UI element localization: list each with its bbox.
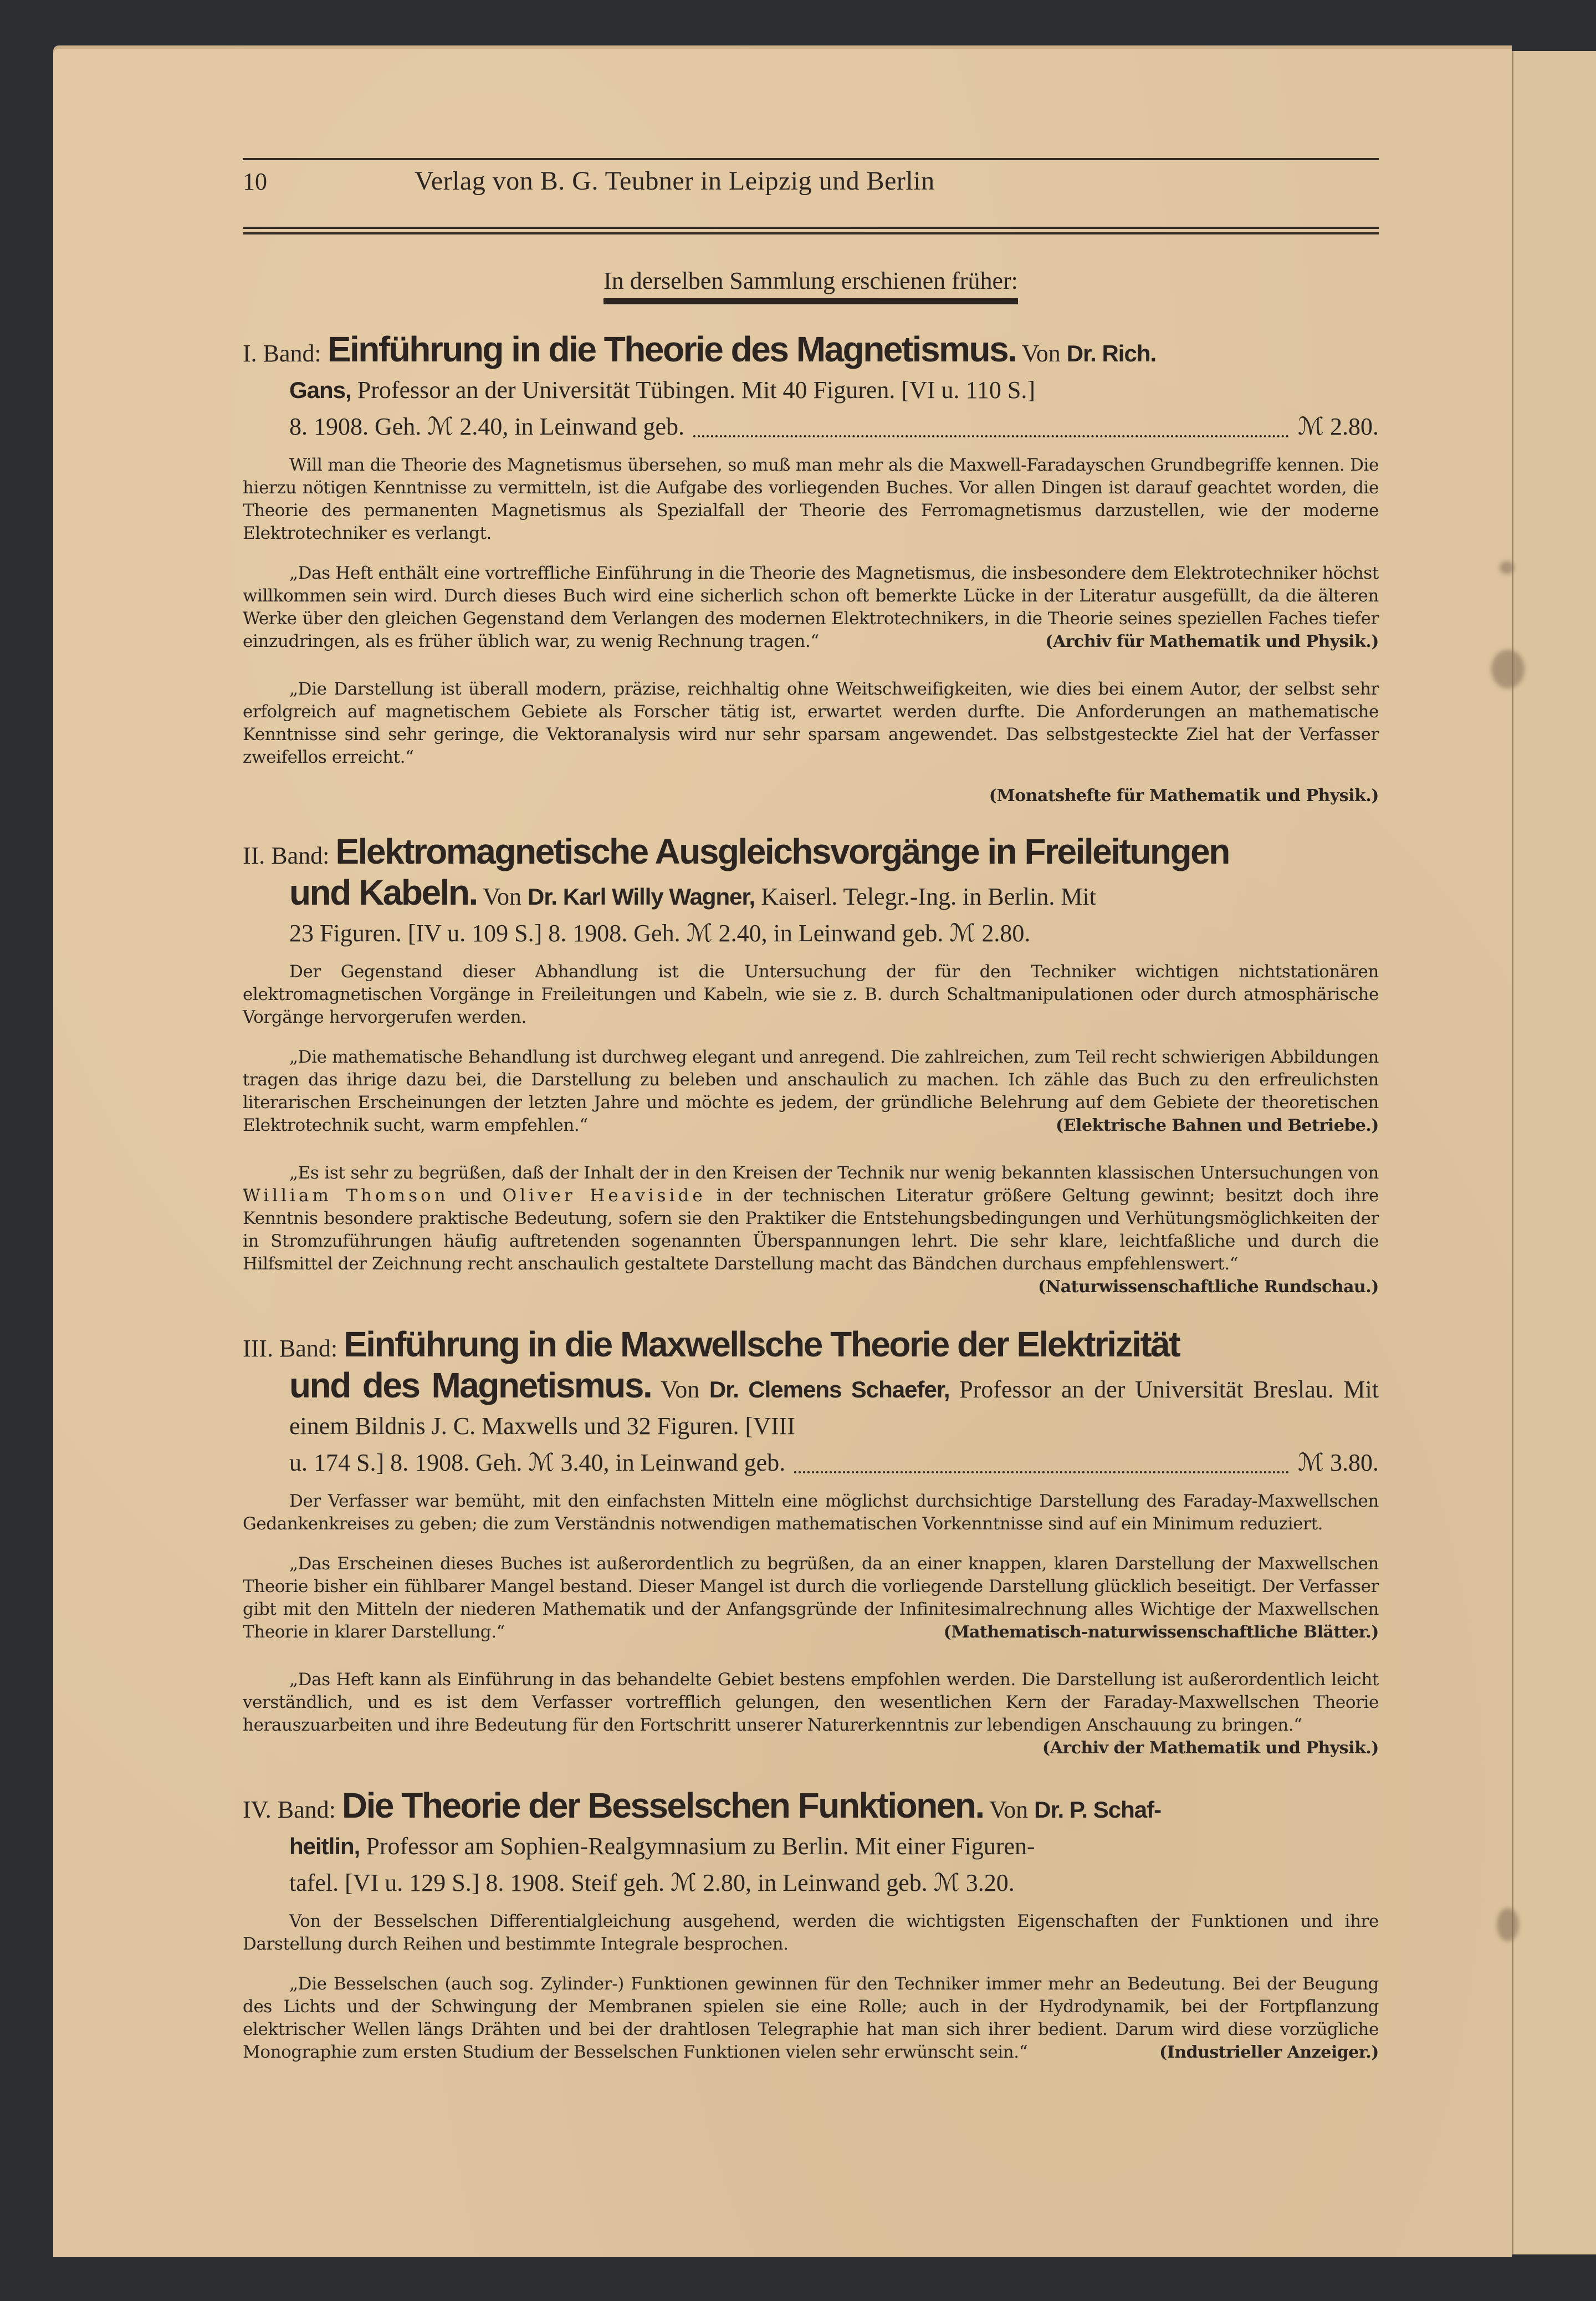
review-quote: [243, 1162, 1379, 1297]
page-number: 10: [243, 168, 267, 195]
review-quote: [243, 678, 1379, 769]
band-label: I. Band:: [243, 340, 321, 367]
description: Will man die Theorie des Magnetismus übersehen, so muß man mehr als die Maxwell-Faradayschen Grundbegriffe kennen. Die hierzu nötigen Kenntnisse zu vermitteln, ist die Aufgabe des vorliegenden Buches. Vor allen Dingen ist darauf geachtet worden, die Theorie des permanenten Magnetismus als Spezialfall der Theorie des Ferromagnetismus darzustellen, wie der moderne Elektrotechniker es verlangt.: [243, 455, 1379, 543]
review-quote: [243, 1553, 1379, 1644]
band-3-heading: [243, 1326, 1379, 1445]
running-head: Verlag von B. G. Teubner in Leipzig und Berlin: [415, 166, 935, 196]
price: ℳ 3.80.: [1297, 1449, 1379, 1476]
header-double-rule: [243, 227, 1379, 234]
author-name: Dr. Rich.: [1066, 340, 1157, 366]
person-name: Oliver Heaviside: [502, 1186, 706, 1206]
section-subheading: In derselben Sammlung erschienen früher:: [603, 267, 1018, 304]
review-text: „Das Heft enthält eine vortreffliche Einführung in die Theorie des Magnetismus, die insbesondere dem Elektrotechniker höchst willkommen sein wird. Durch dieses Buch wird eine sicherlich schon oft bemerkte Lücke in der Literatur ausgefüllt, da die älteren Werke über den gleichen Gegenstand dem Verlangen des modernen Elektrotechnikers, in die Theorie seines speziellen Faches tiefer einzudringen, als es früher üblich war, zu wenig Rechnung tragen.“: [243, 563, 1379, 651]
ink-stain: [1500, 561, 1514, 574]
publication-details: 23 Figuren. [IV u. 109 S.] 8. 1908. Geh. ℳ 2.40, in Leinwand geb. ℳ 2.80.: [289, 920, 1031, 947]
band-1-entry: [243, 331, 1379, 805]
band-label: II. Band:: [243, 842, 330, 869]
description: Der Gegenstand dieser Abhandlung ist die Untersuchung der für den Techniker wichtigen nichtstationären elektromagnetischen Vorgänge in Freileitungen und Kabeln, wie sie z. B. durch Schaltmanipulationen oder durch atmosphärische Vorgänge hervorgerufen werden.: [243, 962, 1379, 1027]
review-source: (Archiv der Mathematik und Physik.): [1042, 1738, 1379, 1758]
publication-details: tafel. [VI u. 129 S.] 8. 1908. Steif geh. ℳ 2.80, in Leinwand geb. ℳ 3.20.: [289, 1869, 1015, 1896]
ink-stain: [1497, 1908, 1519, 1941]
description: Von der Besselschen Differentialgleichung ausgehend, werden die wichtigsten Eigenschaften der Funktionen und ihre Darstellung durch Reihen und bestimmte Integrale besprochen.: [243, 1911, 1379, 1954]
author-name: Dr. Clemens Schaefer,: [709, 1376, 950, 1402]
review-text: „Das Erscheinen dieses Buches ist außerordentlich zu begrüßen, da an einer knappen, klaren Darstellung der Maxwellschen Theorie bisher ein fühlbarer Mangel bestand. Dieser Mangel ist durch die vorliegende Darstellung glücklich beseitigt. Der Verfasser gibt mit den Mitteln der niederen Mathematik und der Anfangsgründe der Infinitesimalrechnung alles Wichtige der Maxwellschen Theorie in klarer Darstellung.“: [243, 1554, 1379, 1642]
author-name-cont: Gans,: [289, 377, 351, 403]
review-text: „Die mathematische Behandlung ist durchweg elegant und anregend. Die zahlreichen, zum Teil recht schwierigen Abbildungen tragen das ihrige dazu bei, die Darstellung zu beleben und anschaulich zu machen. Ich zähle das Buch zu den erfreulichsten literarischen Erscheinungen der letzten Jahre und möchte es jedem, der gründliche Belehrung auf dem Gebiete der theoretischen Elektrotechnik sucht, warm empfehlen.“: [243, 1047, 1379, 1135]
review-text: „Das Heft kann als Einführung in das behandelte Gebiet bestens empfohlen werden. Die Darstellung ist außerordentlich leicht verständlich, und es ist dem Verfasser vortrefflich gelungen, den wesentlichen Kern der Faraday-Maxwellschen Theorie herauszuarbeiten und ihre Bedeutung für den Fortschritt unserer Naturerkenntnis zur lebendigen Anschauung zu bringen.“: [243, 1670, 1379, 1735]
by-label: Von: [1021, 340, 1061, 367]
band-title: Einführung in die Maxwellsche Theorie der Elektrizität: [344, 1324, 1180, 1364]
by-label: Von: [661, 1376, 700, 1403]
publication-details: u. 174 S.] 8. 1908. Geh. ℳ 3.40, in Leinwand geb.: [289, 1449, 786, 1476]
review-text: „Die Besselschen (auch sog. Zylinder-) Funktionen gewinnen für den Techniker immer mehr an Bedeutung. Bei der Beugung des Lichts und der Schwingung der Membranen spielen sie eine Rolle; auch in der Hydrodynamik, bei der Fortpflanzung elektrischer Wellen längs Drähten und bei der drahtlosen Telegraphie hat man sich ihrer bedient. Darum wird diese vorzügliche Monographie zum ersten Studium der Besselschen Funktionen vielen sehr erwünscht sein.“: [243, 1974, 1379, 2062]
band-1-heading: [243, 331, 1379, 409]
page-header: [243, 160, 1379, 227]
author-name-cont: heitlin,: [289, 1833, 360, 1859]
publication-details: 8. 1908. Geh. ℳ 2.40, in Leinwand geb.: [289, 413, 685, 440]
adjacent-page-edge: [1512, 51, 1596, 2254]
page-content: [243, 150, 1379, 2109]
publication-meta: [243, 1445, 1379, 1481]
band-title: Die Theorie der Besselschen Funktionen.: [341, 1785, 984, 1825]
review-quote: [243, 1973, 1379, 2064]
affiliation: Professor an der Universität Breslau. Mit einem Bildnis J. C. Maxwells und 32 Figuren. [VIII: [289, 1376, 1379, 1440]
review-quote: [243, 1669, 1379, 1758]
band-2-entry: [243, 833, 1379, 1298]
band-label: III. Band:: [243, 1335, 338, 1362]
description: Der Verfasser war bemüht, mit den einfachsten Mitteln eine möglichst durchsichtige Darstellung des Faraday-Maxwellschen Gedankenkreises zu geben; die zum Verständnis notwendigen mathematischen Vorkenntnisse sind auf ein Minimum reduziert.: [243, 1491, 1379, 1534]
review-quote: [243, 562, 1379, 653]
by-label: Von: [482, 883, 522, 910]
band-title: Einführung in die Theorie des Magnetismus.: [327, 329, 1016, 369]
author-name: Dr. P. Schaf-: [1034, 1797, 1162, 1823]
band-label: IV. Band:: [243, 1796, 336, 1823]
publication-meta: [243, 409, 1379, 445]
person-name: William Thomson: [243, 1186, 449, 1206]
dot-leader: [794, 1445, 1289, 1473]
band-2-heading: [243, 833, 1379, 952]
band-title: Elektromagnetische Ausgleichsvorgänge in Freileitungen: [335, 831, 1229, 871]
affiliation: Professor an der Universität Tübingen. Mit 40 Figuren. [VI u. 110 S.]: [357, 376, 1035, 404]
band-3-entry: [243, 1326, 1379, 1759]
affiliation: Professor am Sophien-Realgymnasium zu Berlin. Mit einer Figuren-: [366, 1833, 1035, 1860]
review-source: (Industrieller Anzeiger.): [1159, 2043, 1379, 2062]
band-title-cont: und des Magnetismus.: [289, 1365, 652, 1405]
author-name: Dr. Karl Willy Wagner,: [528, 884, 755, 910]
band-4-entry: [243, 1787, 1379, 2081]
review-text: „Es ist sehr zu begrüßen, daß der Inhalt der in den Kreisen der Technik nur wenig bekannten klassischen Untersuchungen von: [289, 1163, 1379, 1183]
band-4-heading: [243, 1787, 1379, 1901]
review-text: in der technischen Literatur größere Geltung gewinnt; besitzt doch ihre Kenntnis besondere praktische Bedeutung, sofern sie den Praktiker die Entstehungsbedingungen und Verhütungsmöglichkeiten der in Stromzuführungen häufig auftretenden sogenannten Überspannungen lehrt. Die sehr klare, leichtfaßliche und durch die Hilfsmittel der Zeichnung recht anschaulich gestaltete Darstellung macht das Bändchen durchaus empfehlenswert.“: [243, 1186, 1379, 1274]
band-title-cont: und Kabeln.: [289, 873, 477, 912]
affiliation: Kaiserl. Telegr.-Ing. in Berlin. Mit: [761, 883, 1096, 910]
price: ℳ 2.80.: [1297, 413, 1379, 440]
ink-stain: [1491, 650, 1525, 688]
review-source: (Monatshefte für Mathematik und Physik.): [989, 786, 1379, 805]
review-text: und: [448, 1186, 503, 1206]
by-label: Von: [989, 1796, 1029, 1823]
review-source: (Mathematisch-naturwissenschaftliche Blätter.): [943, 1623, 1379, 1642]
review-source: (Archiv für Mathematik und Physik.): [1045, 632, 1379, 651]
review-source: (Naturwissenschaftliche Rundschau.): [1038, 1277, 1379, 1297]
review-text: „Die Darstellung ist überall modern, präzise, reichhaltig ohne Weitschweifigkeiten, wie dies bei einem Autor, der selbst sehr erfolgreich auf magnetischem Gebiete als Forscher tätig ist, erwartet werden durfte. Die Anforderungen an mathematische Kenntnisse sind sehr geringe, die Vektoranalysis wird nur sehr sparsam angewendet. Das selbstgesteckte Ziel hat der Verfasser zweifellos erreicht.“: [243, 679, 1379, 767]
review-source: (Elektrische Bahnen und Betriebe.): [1056, 1116, 1379, 1135]
dot-leader: [693, 409, 1289, 437]
review-quote: [243, 1046, 1379, 1137]
